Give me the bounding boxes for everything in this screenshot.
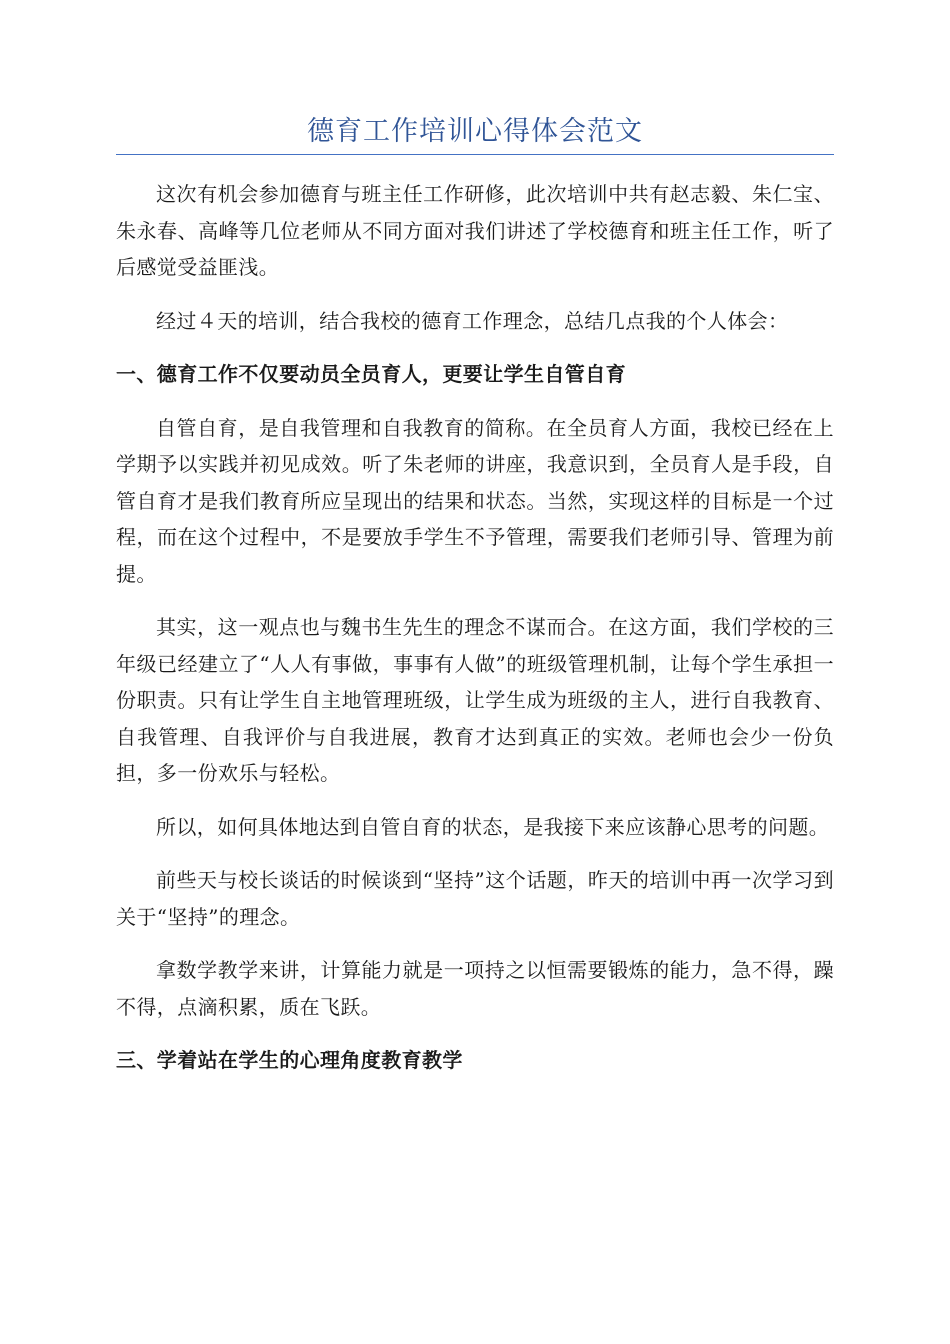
document-title: 德育工作培训心得体会范文: [307, 116, 643, 147]
paragraph: 拿数学教学来讲，计算能力就是一项持之以恒需要锻炼的能力，急不得，躁不得，点滴积累，质在飞跃。: [116, 958, 834, 1019]
paragraph: 其实，这一观点也与魏书生先生的理念不谋而合。在这方面，我们学校的三年级已经建立了“人人有事做，事事有人做”的班级管理机制，让每个学生承担一份职责。只有让学生自主地管理班级，让学生成为班级的主人，进行自我教育、自我管理、自我评价与自我进展，教育才达到真正的实效。老师也会少一份负担，多一份欢乐与轻松。: [116, 615, 834, 785]
title-underline: [116, 154, 834, 155]
paragraph: 自管自育，是自我管理和自我教育的简称。在全员育人方面，我校已经在上学期予以实践并初见成效。听了朱老师的讲座，我意识到，全员育人是手段，自管自育才是我们教育所应呈现出的结果和状态。当然，实现这样的目标是一个过程，而在这个过程中，不是要放手学生不予管理，需要我们老师引导、管理为前提。: [116, 415, 834, 586]
paragraph: 这次有机会参加德育与班主任工作研修，此次培训中共有赵志毅、朱仁宝、朱永春、高峰等几位老师从不同方面对我们讲述了学校德育和班主任工作，听了后感觉受益匪浅。: [116, 182, 834, 279]
paragraph: 前些天与校长谈话的时候谈到“坚持”这个话题，昨天的培训中再一次学习到关于“坚持”的理念。: [116, 868, 834, 929]
section-heading: 一、德育工作不仅要动员全员育人，更要让学生自管自育: [116, 362, 626, 386]
document-body: [116, 176, 834, 1096]
paragraph: 所以，如何具体地达到自管自育的状态，是我接下来应该静心思考的问题。: [156, 814, 830, 839]
paragraph: 经过４天的培训，结合我校的德育工作理念，总结几点我的个人体会：: [156, 308, 789, 333]
section-heading: 三、学着站在学生的心理角度教育教学: [116, 1048, 463, 1072]
